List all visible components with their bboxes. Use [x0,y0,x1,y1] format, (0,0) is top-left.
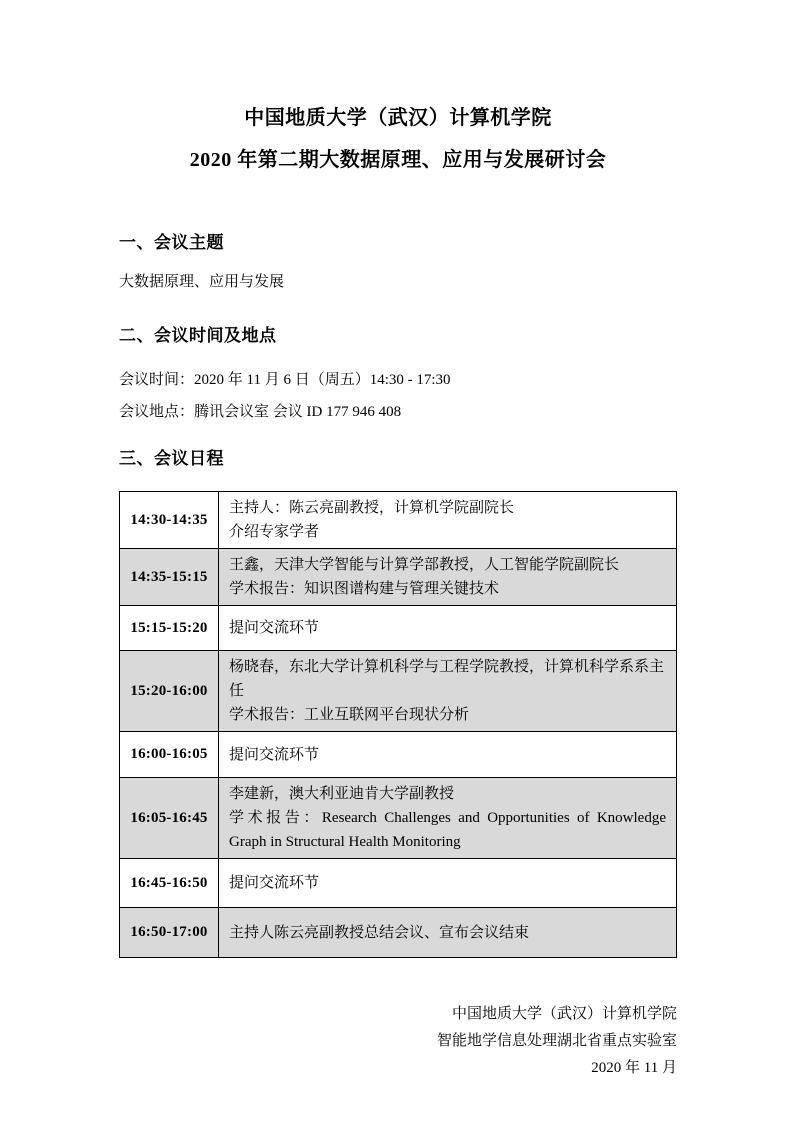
schedule-desc-line: 主持人陈云亮副教授总结会议、宣布会议结束 [229,924,530,941]
schedule-desc-cell [219,732,677,778]
section-heading-time-place: 二、会议时间及地点 [119,326,277,345]
schedule-time-cell: 15:20-16:00 [120,651,219,732]
schedule-time-cell: 16:05-16:45 [120,778,219,859]
schedule-desc-line: 介绍专家学者 [229,524,320,540]
schedule-desc-line: 提问交流环节 [229,875,320,891]
schedule-row [120,492,677,549]
schedule-time-cell: 15:15-15:20 [120,606,219,651]
schedule-row [120,732,677,778]
schedule-time-cell: 16:00-16:05 [120,732,219,778]
schedule-desc-cell [219,549,677,606]
footer-line-laboratory: 智能地学信息处理湖北省重点实验室 [436,1033,677,1049]
schedule-desc-cell [219,908,677,958]
schedule-row [120,778,677,859]
footer-line-date: 2020 年 11 月 [591,1060,677,1076]
schedule-desc-cell [219,492,677,549]
meeting-time-line: 会议时间：2020 年 11 月 6 日（周五）14:30 - 17:30 [119,372,451,388]
schedule-desc-line: 提问交流环节 [229,746,320,763]
schedule-time-cell: 16:45-16:50 [120,859,219,908]
schedule-desc-line: 王鑫，天津大学智能与计算学部教授，人工智能学院副院长 [229,557,620,573]
schedule-desc-cell [219,778,677,859]
schedule-desc-line: 主持人：陈云亮副教授，计算机学院副院长 [229,500,515,516]
schedule-time-cell: 14:35-15:15 [120,549,219,606]
topic-body-text: 大数据原理、应用与发展 [119,274,285,290]
schedule-row [120,606,677,651]
schedule-desc-cell [219,606,677,651]
section-heading-agenda: 三、会议日程 [119,449,224,468]
schedule-row [120,908,677,958]
schedule-time-cell: 16:50-17:00 [120,908,219,958]
schedule-table [119,491,677,958]
document-title-line-2: 2020 年第二期大数据原理、应用与发展研讨会 [189,149,607,171]
schedule-desc-line: 学术报告：Research Challenges and Opportunities of Knowledge Graph in Structural Health Monitoring [229,810,666,850]
schedule-time-cell: 14:30-14:35 [120,492,219,549]
meeting-place-line: 会议地点：腾讯会议室 会议 ID 177 946 408 [119,404,402,420]
footer-block [119,1001,677,1082]
schedule-desc-line: 学术报告：工业互联网平台现状分析 [229,707,470,723]
schedule-desc-cell [219,651,677,732]
schedule-desc-cell [219,859,677,908]
footer-line-organization: 中国地质大学（武汉）计算机学院 [451,1006,677,1022]
schedule-row [120,651,677,732]
schedule-desc-line: 李建新，澳大利亚迪肯大学副教授 [229,786,455,802]
schedule-row [120,859,677,908]
section-heading-topic: 一、会议主题 [119,233,224,252]
schedule-desc-line: 杨晓春，东北大学计算机科学与工程学院教授，计算机科学系系主任 [229,659,665,699]
schedule-desc-line: 提问交流环节 [229,620,320,636]
schedule-row [120,549,677,606]
document-title-line-1: 中国地质大学（武汉）计算机学院 [244,107,552,129]
schedule-desc-line: 学术报告：知识图谱构建与管理关键技术 [229,581,500,597]
